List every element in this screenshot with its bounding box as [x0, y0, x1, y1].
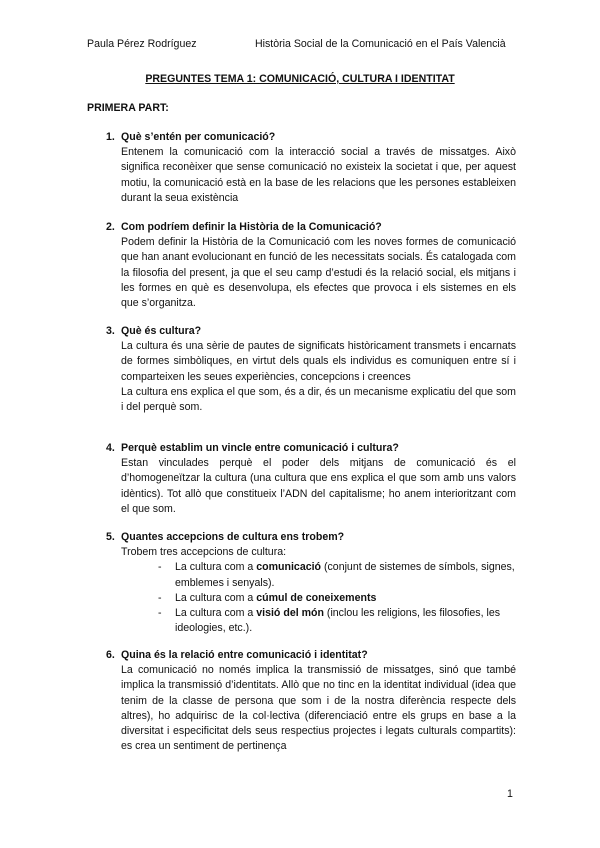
question-title: Quina és la relació entre comunicació i identitat?: [121, 649, 368, 661]
question-number: 3.: [106, 325, 115, 337]
question-title: Com podríem definir la Història de la Comunicació?: [121, 221, 382, 233]
question-number: 2.: [106, 221, 115, 233]
answer-paragraph: La comunicació no només implica la transmissió de missatges, sinó que també implica la transmissió d’identitats. Allò que no tinc en la identitat individual (idea que tenim de la classe de persona que som i de la nostra diferència respecte dels altres), ho adquirisc de la col·lectiva (diferenciació entre els grups en base a la diversitat i especificitat dels seus respectius projectes i legats culturals compartits): es crea un sentiment de pertinença: [121, 664, 516, 753]
page-header: [87, 37, 511, 53]
question-title: Perquè establim un vincle entre comunicació i cultura?: [121, 442, 399, 454]
answer-paragraph: Podem definir la Història de la Comunicació com les noves formes de comunicació que han anant evolucionant en funció de les necessitats socials. És catalogada com la filosofia del present, ja que el seu camp d’estudi és la relació social, els mitjans i les formes en què es desenvolupa, els efectes que provoca i els sistemes en els que s’organitza.: [121, 236, 516, 310]
bullet-dash: -: [158, 591, 162, 604]
page-number: 1: [507, 788, 513, 800]
question-number: 6.: [106, 649, 115, 661]
list-item: - La cultura com a cúmul de coneixements: [121, 591, 516, 606]
question-2: [106, 220, 516, 311]
answer-paragraph: La cultura és una sèrie de pautes de significats històricament transmets i encarnats de formes simbòliques, en virtut dels quals els individus es comuniquen entre sí i comparteixen les seues experiències, concepcions i creences: [121, 340, 516, 383]
header-course: Història Social de la Comunicació en el País Valencià: [255, 38, 506, 50]
question-title: Quantes accepcions de cultura ens trobem?: [121, 531, 345, 543]
answer-paragraph: Estan vinculades perquè el poder dels mitjans de comunicació és el d’homogeneïtzar la cultura (una cultura que ens explica el que som amb uns valors idèntics). Tot allò que constitueix l’ADN del capitalisme; ho anem interioritzant com el que som.: [121, 457, 516, 515]
question-number: 1.: [106, 131, 115, 143]
question-3: [106, 324, 516, 415]
list-item: - La cultura com a visió del món (inclou les religions, les filosofies, les ideologies, etc.).: [158, 607, 501, 635]
part-heading: PRIMERA PART:: [87, 102, 169, 114]
question-5: [106, 530, 516, 636]
answer-intro: Trobem tres accepcions de cultura:: [121, 546, 287, 559]
question-title: Què s’entén per comunicació?: [121, 131, 276, 143]
bullet-list: [121, 560, 516, 636]
question-1: [106, 130, 516, 206]
answer-paragraph: La cultura ens explica el que som, és a dir, és un mecanisme explicatiu del que som i del perquè som.: [121, 385, 516, 414]
question-number: 4.: [106, 442, 115, 454]
answer-paragraph: Entenem la comunicació com la interacció social a través de missatges. Això significa reconèixer que sense comunicació no existeix la societat i que, per aquest motiu, la comunicació està en la base de les relacions que les persones estableixen durant la seua existència: [121, 146, 516, 204]
question-6: [106, 648, 516, 754]
bullet-dash: -: [158, 561, 162, 574]
list-item: - La cultura com a comunicació (conjunt de sistemes de símbols, signes, emblemes i senyals).: [158, 561, 515, 589]
question-4: [106, 441, 516, 517]
header-author: Paula Pérez Rodríguez: [87, 38, 197, 50]
question-title: Què és cultura?: [121, 325, 202, 337]
bullet-dash: -: [158, 607, 162, 620]
document-title: PREGUNTES TEMA 1: COMUNICACIÓ, CULTURA I IDENTITAT: [145, 73, 455, 85]
question-number: 5.: [106, 531, 115, 543]
